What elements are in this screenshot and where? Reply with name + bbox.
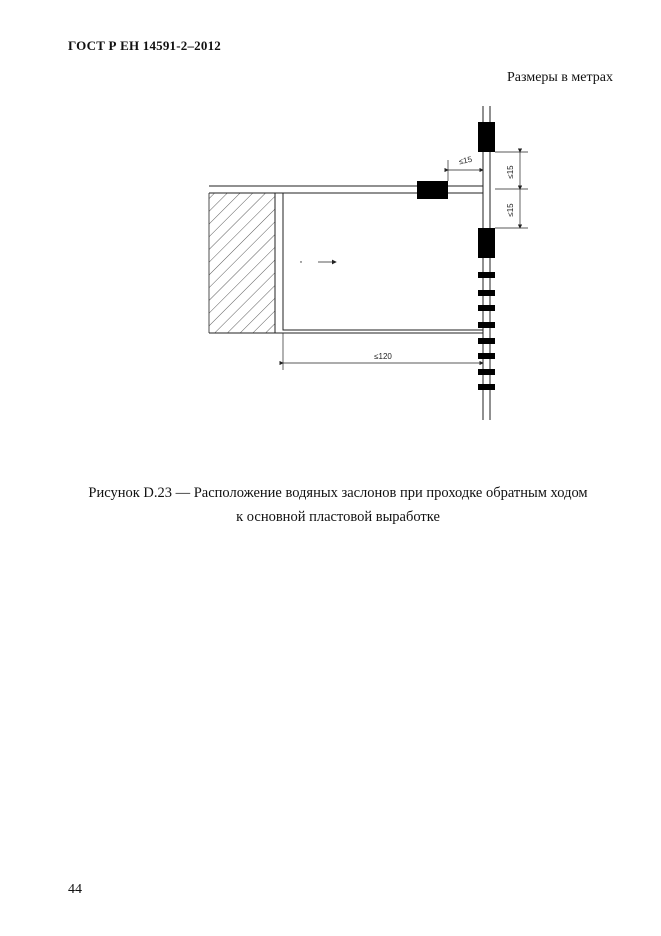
dimension-label-right-lower: ≤15 [506,203,515,217]
water-barrier-small-8 [478,384,495,390]
units-note: Размеры в метрах [507,70,613,85]
page-number: 44 [68,882,82,897]
dimension-label-bottom: ≤120 [374,352,392,361]
figure-caption-line-1: Рисунок D.23 — Расположение водяных заслонов при проходке обратным ходом [88,485,588,501]
advance-direction-arrow [300,261,336,262]
figure-caption [40,481,636,529]
water-barrier-small-6 [478,353,495,359]
water-barrier-small-3 [478,305,495,311]
water-barrier-horizontal [417,181,448,199]
water-barrier-middle [478,228,495,258]
document-header: ГОСТ Р ЕН 14591-2–2012 [68,38,221,53]
water-barrier-small-4 [478,322,495,328]
water-barrier-small-5 [478,338,495,344]
water-barrier-small-1 [478,272,495,278]
dimension-label-right-upper: ≤15 [506,165,515,179]
water-barrier-small-2 [478,290,495,296]
water-barrier-small-7 [478,369,495,375]
main-roadway-hatched [209,193,275,333]
dimension-label-top: ≤15 [458,154,473,167]
figure-caption-line-2: к основной пластовой выработке [236,509,440,525]
water-barrier-top [478,122,495,152]
